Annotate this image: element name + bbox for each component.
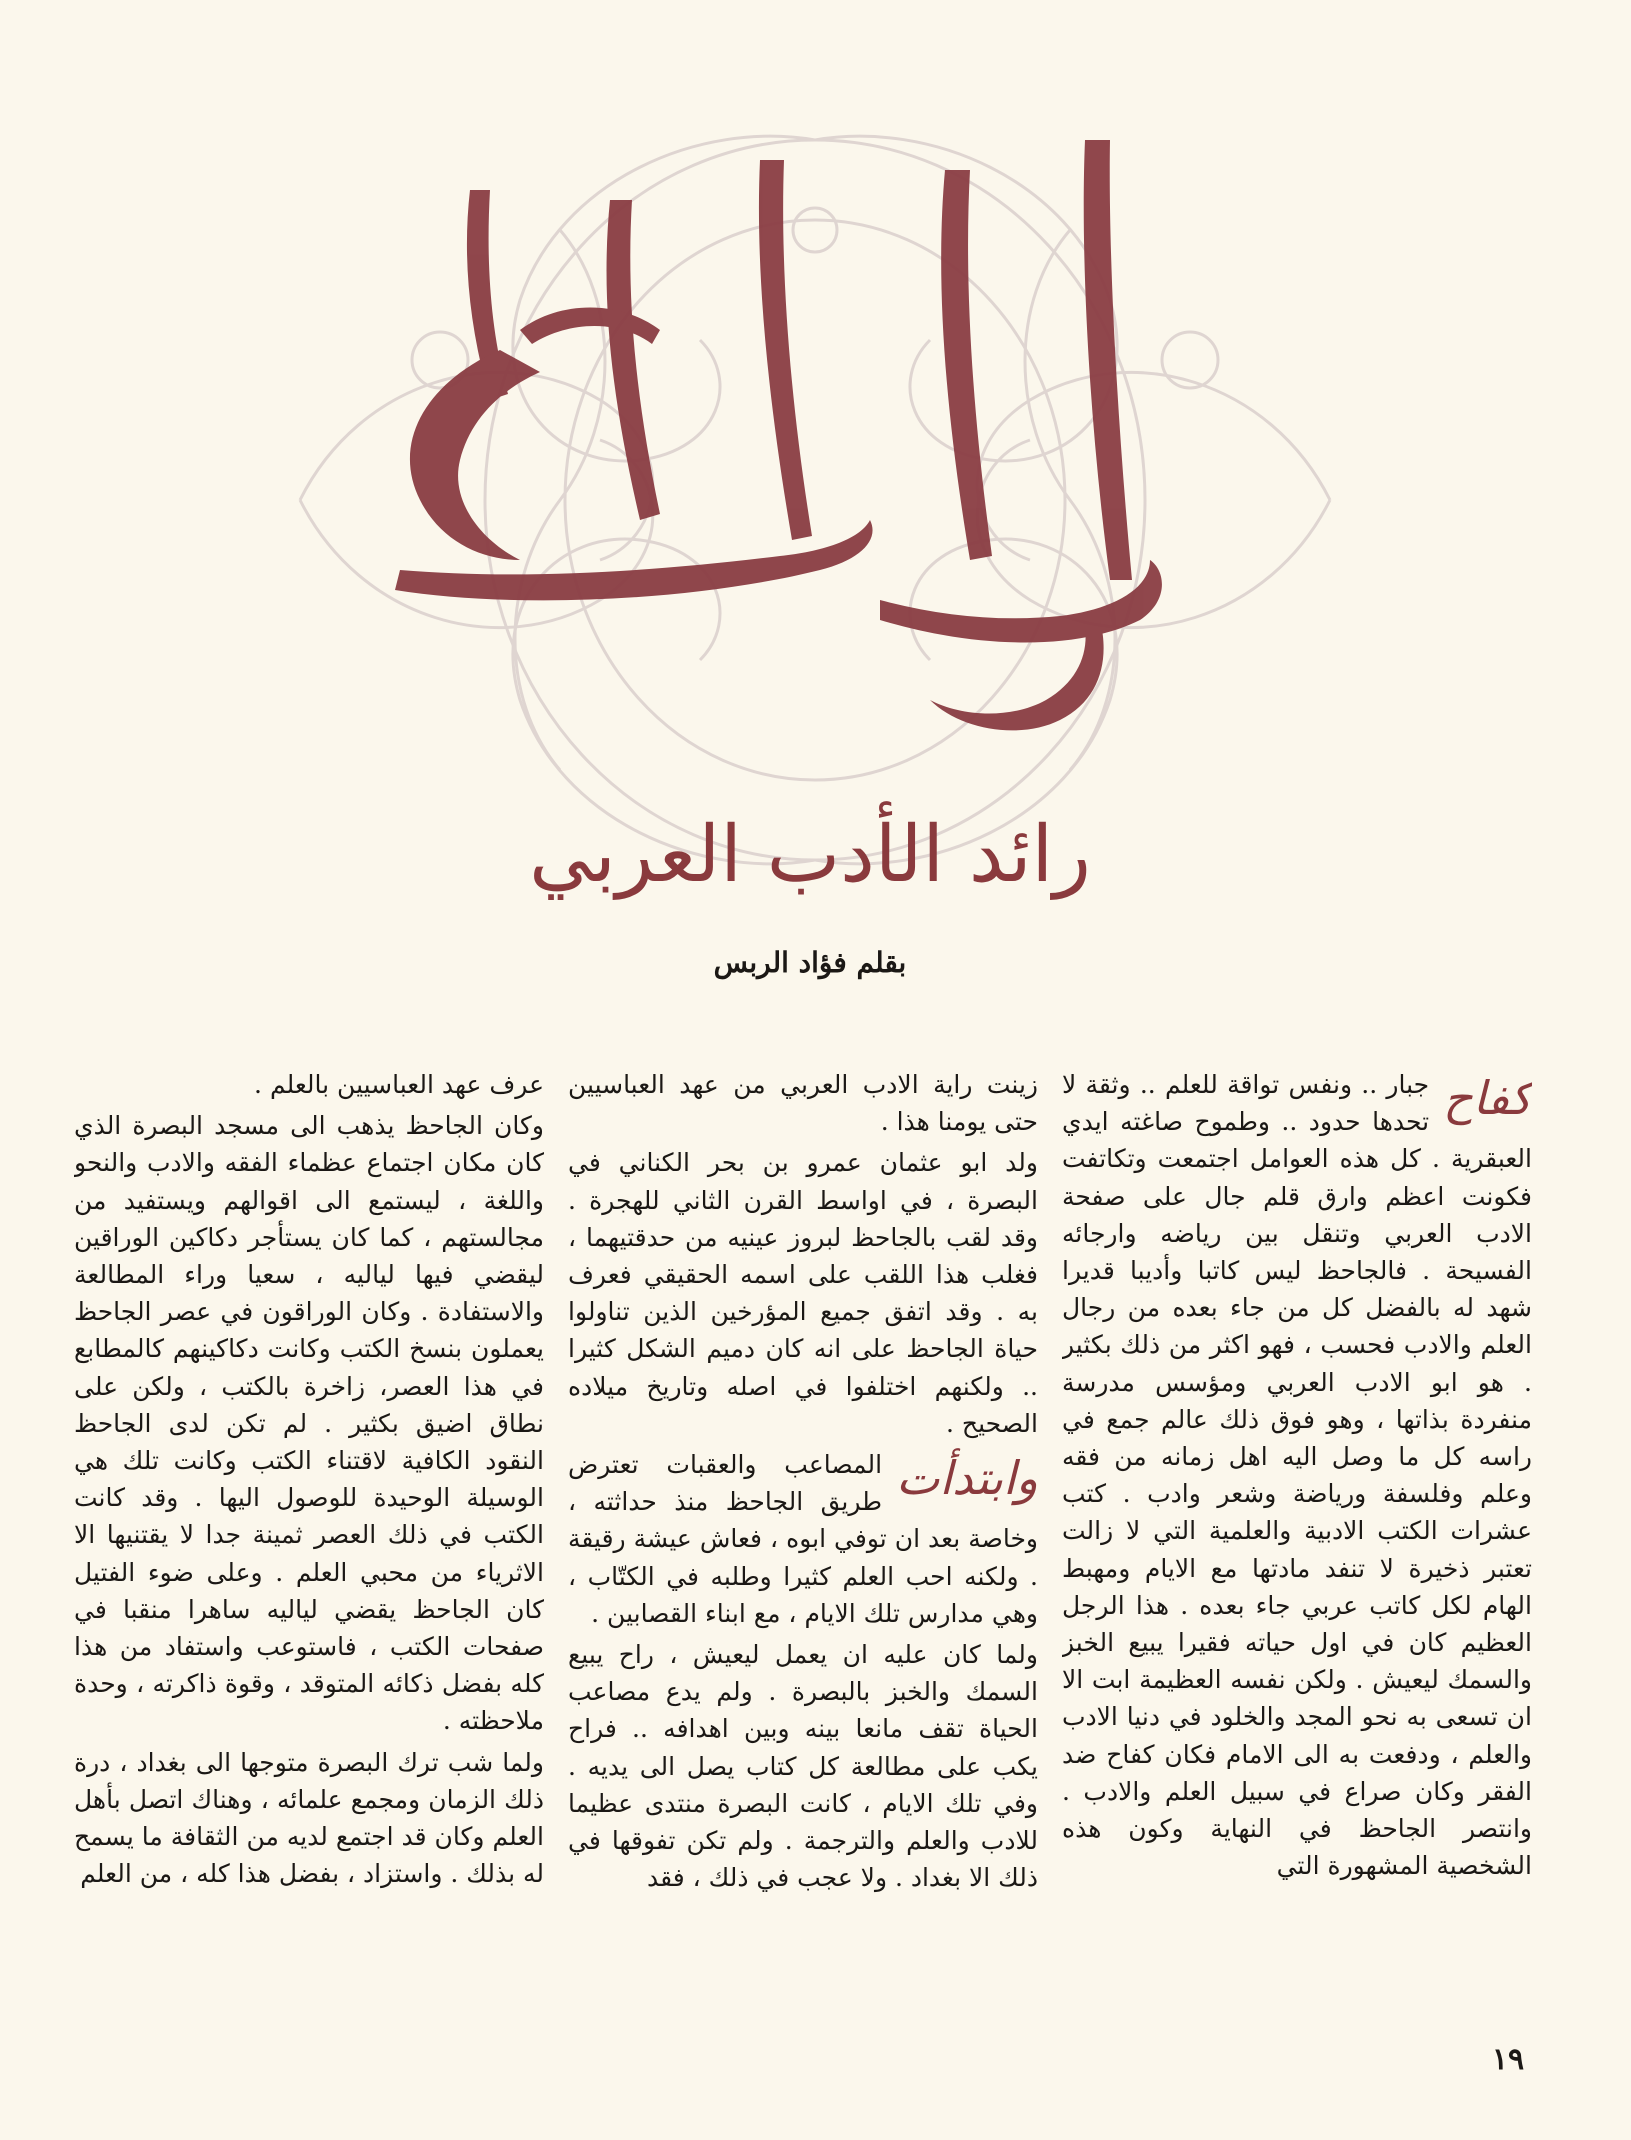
paragraph: زينت راية الادب العربي من عهد العباسيين حتى يومنا هذا .: [568, 1070, 1038, 1137]
paragraph: ولما كان عليه ان يعمل ليعيش ، راح يبيع السمك والخبز بالبصرة . ولم يدع مصاعب الحياة تقف مانعا بينه وبين اهدافه .. فراح يكب على مطالعة كل كتاب يصل الى يديه . وفي تلك الايام ، كانت البصرة منتدى عظيما للادب والعلم والترجمة . ولم تكن تفوقها في ذلك الا بغداد . ولا عجب في ذلك ، فقد: [568, 1640, 1038, 1893]
article-column-middle: [568, 1066, 1038, 1991]
paragraph: ولد ابو عثمان عمرو بن بحر الكناني في البصرة ، في اواسط القرن الثاني للهجرة . وقد لقب بالجاحظ لبروز عينيه من حدقتيهما ، فغلب هذا اللقب على اسمه الحقيقي فعرف به . وقد اتفق جميع المؤرخين الذين تناولوا حياة الجاحظ على انه كان دميم الشكل كثيرا .. ولكنهم اختلفوا في اصله وتاريخ ميلاده الصحيح .: [568, 1148, 1038, 1438]
section-heading-kifah: كفاح: [1443, 1071, 1532, 1125]
section-heading-wabtadaat: وابتدأت: [896, 1451, 1038, 1506]
article-column-right: [1062, 1066, 1532, 1991]
article-column-left: [74, 1066, 544, 1991]
calligraphy-title-al-jahiz: [395, 140, 1162, 730]
author-byline: بقلم فؤاد الربس: [713, 946, 907, 979]
paragraph: المصاعب والعقبات تعترض طريق الجاحظ منذ حداثته ، وخاصة بعد ان توفي ابوه ، فعاش عيشة رقيقة . ولكنه احب العلم كثيرا وطلبه في الكتّاب ، وهي مدارس تلك الايام ، مع ابناء القصابين .: [568, 1450, 1038, 1628]
article-subtitle: رائد الأدب العربي: [529, 810, 1091, 900]
page-number: ١٩: [1491, 2042, 1525, 2077]
paragraph: وكان الجاحظ يذهب الى مسجد البصرة الذي كان مكان اجتماع عظماء الفقه والادب والنحو واللغة ، ليستمع الى اقوالهم ويستفيد من مجالستهم ، كما كان يستأجر دكاكين الوراقين ليقضي فيها لياليه ، سعيا وراء المطالعة والاستفادة . وكان الوراقون في عصر الجاحظ يعملون بنسخ الكتب وكانت دكاكينهم كالمطابع في هذا العصر، زاخرة بالكتب ، ولكن على نطاق اضيق بكثير . لم تكن لدى الجاحظ النقود الكافية لاقتناء الكتب وكانت تلك هي الوسيلة الوحيدة للوصول اليها . وقد كانت الكتب في ذلك العصر ثمينة جدا لا يقتنيها الا الاثرياء من محبي العلم . وعلى ضوء الفتيل كان الجاحظ يقضي لياليه ساهرا منقبا في صفحات الكتب ، فاستوعب واستفاد من هذا كله بفضل ذكائه المتوقد ، وقوة ذاكرته ، وحدة ملاحظته .: [74, 1111, 544, 1736]
paragraph: عرف عهد العباسيين بالعلم .: [254, 1070, 544, 1099]
paragraph: جبار .. ونفس تواقة للعلم .. وثقة لا تحدها حدود .. وطموح صاغته ايدي العبقرية . كل هذه العوامل اجتمعت وتكاتفت فكونت اعظم وارق قلم جال على صفحة الادب العربي وتنقل بين رياضه وارجائه الفسيحة . فالجاحظ ليس كاتبا وأديبا قديرا شهد له بالفضل كل من جاء بعده من رجال العلم والادب فحسب ، فهو اكثر من ذلك بكثير . هو ابو الادب العربي ومؤسس مدرسة منفردة بذاتها ، وهو فوق ذلك عالم جمع في راسه كل ما وصل اليه اهل زمانه من فقه وعلم وفلسفة ورياضة وشعر وادب . كتب عشرات الكتب الادبية والعلمية التي لا زالت تعتبر ذخيرة لا تنفد مادتها مع الايام ومهبط الهام لكل كاتب عربي جاء بعده . هذا الرجل العظيم كان في اول حياته فقيرا يبيع الخبز والسمك ليعيش . ولكن نفسه العظيمة ابت الا ان تسعى به نحو المجد والخلود في دنيا الادب والعلم ، ودفعت به الى الامام فكان كفاح ضد الفقر وكان صراع في سبيل العلم والادب . وانتصر الجاحظ في النهاية وكون هذه الشخصية المشهورة التي: [1062, 1070, 1532, 1881]
paragraph: ولما شب ترك البصرة متوجها الى بغداد ، درة ذلك الزمان ومجمع علمائه ، وهناك اتصل بأهل العلم وكان قد اجتمع لديه من الثقافة ما يسمح له بذلك . واستزاد ، بفضل هذا كله ، من العلم: [74, 1747, 544, 1889]
